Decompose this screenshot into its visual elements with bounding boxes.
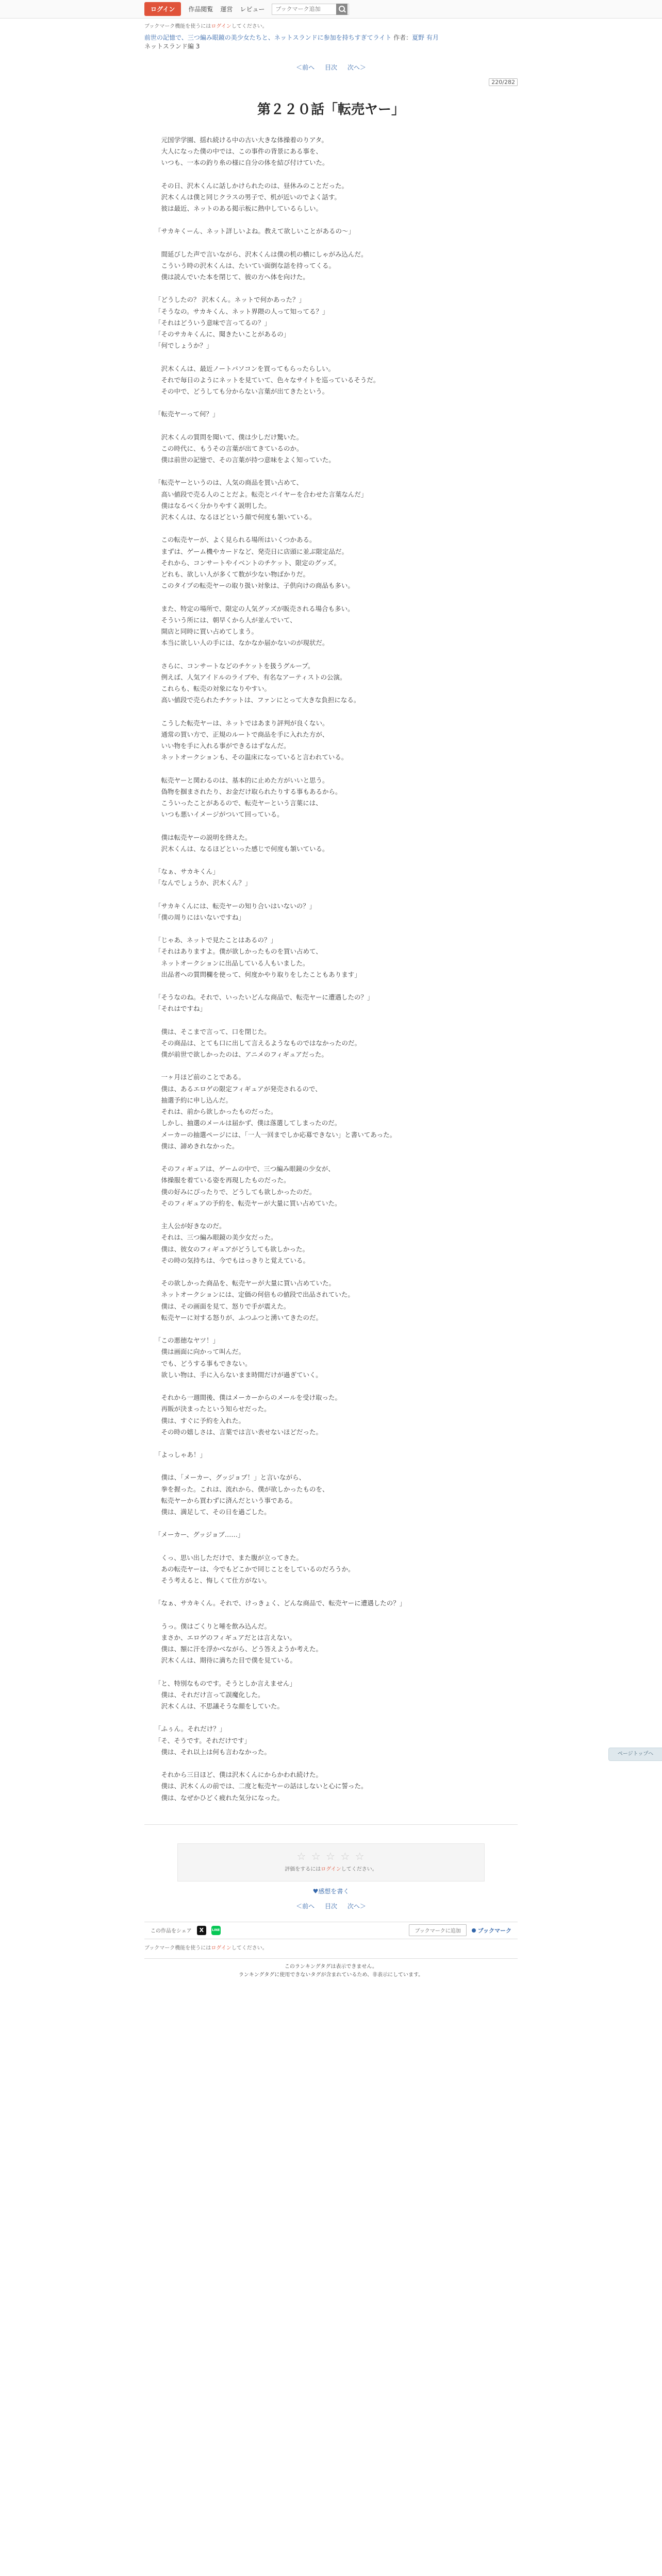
story-paragraph: そのフィギュアは、ゲームの中で、三つ編み眼鏡の少女が、 体操服を着ている姿を再現したものだった。 僕の好みにぴったりで、どうしても欲しかったのだ。 そのフィギュアの予約を、転売ヤーが大量に買い占めていた。 [161,1165,341,1207]
bookmark-button[interactable]: ブックマーク [472,1926,511,1935]
story-paragraph: 「メーカー、グッジョブ……」 [155,1531,244,1539]
ranking-tag-note: このランキングタグは表示できません。 [284,1963,378,1970]
story-paragraph: 僕は、そこまで言って、口を閉じた。 その商品は、とても口に出して言えるようなものではなかったのだ。 僕が前世で欲しかったのは、アニメのフィギュアだった。 [161,1027,361,1059]
next-link[interactable]: 次へ＞ [347,1902,366,1910]
story-paragraph: それから一週間後、僕はメーカーからのメールを受け取った。 再販が決まったという知らせだった。 僕は、すぐに予約を入れた。 その時の嬉しさは、言葉では言い表せないほどだった。 [161,1394,342,1436]
story-paragraph: くっ、思い出しただけで、また腹が立ってきた。 あの転売ヤーは、今でもどこかで同じことをしているのだろうか。 そう考えると、悔しくて仕方がない。 [161,1553,355,1585]
story-paragraph: また、特定の場所で、限定の人気グッズが販売される場合も多い。 そういう所には、朝早くから人が並んでいて、 開店と同時に買い占めてしまう。 本当に欲しい人の手には、なかなか届かないのが現状だ。 [161,604,354,647]
prev-link[interactable]: ＜前へ [296,1902,315,1910]
nav-item-browse[interactable]: 作品閲覧 [188,6,213,13]
series-title-link[interactable]: 前世の記憶で、三つ編み眼鏡の美少女たちと、ネットスランドに参加を持ちすぎてライト [144,34,392,41]
rating-login-link[interactable]: ログイン [321,1866,341,1872]
star-icon[interactable]: ☆ [340,1850,351,1862]
write-review-link[interactable]: ♥感想を書く [312,1887,350,1895]
story-paragraph: 沢木くんは、最近ノートパソコンを買ってもらったらしい。 それで毎日のようにネットを見ていて、色々なサイトを巡っているそうだ。 その中で、どうしても分からない言葉が出てきたという。 [161,364,380,396]
search-input[interactable] [272,6,336,12]
login-button[interactable]: ログイン [144,2,181,16]
story-paragraph: 元国学学園、揺れ続ける中の古い大きな体操着のりアタ。 大人になった僕の中では、この事件の背景にある事を、 いつも、一本の釣り糸の様に自分の体を結び付けていた。 [161,135,329,167]
chapter-title: 第２２０話「転売ヤー」 [257,101,405,117]
nav-item-admin[interactable]: 運営 [220,6,233,13]
star-icon[interactable]: ☆ [326,1850,336,1862]
main-container [144,19,518,1992]
star-icon[interactable]: ☆ [355,1850,366,1862]
author-link[interactable]: 夏野 有月 [412,34,439,41]
story-paragraph: 転売ヤーと関わるのは、基本的に止めた方がいいと思う。 偽物を掴まされたり、お金だけ取られたりする事もあるから。 こういったことがあるので、転売ヤーという言葉には、 いつも悪いイメージがついて回っている。 [161,776,342,819]
top-bar [0,0,662,19]
story-paragraph: 僕は、「メーカー、グッジョブ！」と言いながら、 拳を握った。これは、流れから、僕が欲しかったものを、 転売ヤーから買わずに済んだという事である。 僕は、満足して、その日を過ごした。 [161,1473,329,1516]
story-paragraph: 「どうしたの？ 沢木くん。ネットで何かあった？」 「そうなの。サカキくん、ネット界隈の人って知ってる？」 「それはどういう意味で言ってるの？」 「そのサカキくんに、聞きたいことがあるの」 「何でしょうか？」 [155,296,329,350]
story-paragraph: 「転売ヤーというのは、人気の商品を買い占めて、 高い値段で売る人のことだよ。転売とバイヤーを合わせた言葉なんだ」 僕はなるべく分かりやすく説明した。 沢木くんは、なるほどという顔で何度も頷いている。 [155,479,368,521]
next-link[interactable]: 次へ＞ [347,63,366,71]
story-paragraph: うっ。僕はごくりと唾を飲み込んだ。 まさか、エロゲのフィギュアだとは言えない。 僕は、額に汗を浮かべながら、どう答えようか考えた。 沢木くんは、期待に満ちた目で僕を見ている。 [161,1622,323,1665]
index-link[interactable]: 目次 [324,63,337,71]
story-paragraph: 一ヶ月ほど前のことである。 僕は、あるエロゲの限定フィギュアが発売されるので、 抽選予約に申し込んだ。 それは、前から欲しかったものだった。 しかし、抽選のメールは届かず、僕は落選してしまったのだ。 メーカーの抽選ページには、「一人一回までしか応募できない」と書いてあった。 僕は、諦めきれなかった。 [161,1073,396,1150]
index-link[interactable]: 目次 [324,1902,337,1910]
prev-link[interactable]: ＜前へ [296,63,315,71]
breadcrumb [144,31,518,54]
story-paragraph: 「この悪徳なヤツ！」 僕は画面に向かって叫んだ。 でも、どうする事もできない。 欲しい物は、手に入らないまま時間だけが過ぎていく。 [155,1336,322,1379]
page-number: 220/282 [144,76,518,86]
story-paragraph: この転売ヤーが、よく見られる場所はいくつかある。 まずは、ゲーム機やカードなど、発売日に店頭に並ぶ限定品だ。 それから、コンサートやイベントのチケット、限定のグッズ。 どれも、欲しい人が多くて数が少ない物ばかりだ。 このタイプの転売ヤーの取り扱い対象は、子供向けの商品も多い。 [161,536,354,590]
pager-top [144,54,518,76]
story-paragraph: 「じゃあ、ネットで見たことはあるの？」 「それはありますよ。僕が欲しかったものを買い占めて、 ネットオークションに出品している人もいました。 出品者への質問欄を使って、何度かやり取りをしたこともあります」 [155,936,361,978]
story-paragraph: 「ふぅん。それだけ？」 「そ、そうです。それだけです」 僕は、それ以上は何も言わなかった。 [155,1725,271,1756]
star-icon[interactable]: ☆ [311,1850,322,1862]
story-paragraph: 「そうなのね。それで、いったいどんな商品で、転売ヤーに遭遇したの？」 「それはですね」 [155,993,374,1013]
search-icon[interactable] [336,4,347,15]
nav-item-review[interactable]: レビュー [240,6,265,13]
bookmark-login-link[interactable]: ログイン [211,24,231,29]
bookmark-note-bottom: ブックマーク機能を使うにはログインしてください。 [144,1945,268,1951]
divider [144,1824,518,1825]
story-paragraph: 僕は転売ヤーの説明を終えた。 沢木くんは、なるほどといった感じで何度も頷いている。 [161,833,329,853]
share-bar [144,1922,518,1939]
story-paragraph: さらに、コンサートなどのチケットを扱うグループ。 例えば、人気アイドルのライブや、有名なアーティストの公演。 これらも、転売の対象になりやすい。 高い値段で売られたチケットは、ファンにとって大きな負担になる。 [161,662,360,704]
story-paragraph: 「と、特別なものです。そうとしか言えません」 僕は、それだけ言って誤魔化した。 沢木くんは、不思議そうな顔をしていた。 [155,1679,296,1710]
story-paragraph: 「よっしゃあ！」 [155,1451,207,1459]
story-paragraph: 「サカキくんには、転売ヤーの知り合いはいないの？」 「僕の周りにはいないですね」 [155,902,316,921]
story-paragraph: それから三日ほど、僕は沢木くんにからかわれ続けた。 僕は、沢木くんの前では、二度と転売ヤーの話はしないと心に誓った。 僕は、なぜかひどく疲れた気分になった。 [161,1771,368,1802]
search-box [272,4,349,15]
pager-bottom [144,1899,518,1914]
story-paragraph: 沢木くんの質問を聞いて、僕は少しだけ驚いた。 この時代に、もうその言葉が出てきているのか。 僕は前世の記憶で、その言葉が持つ意味をよく知っていた。 [161,433,335,464]
bookmark-icon [472,1928,476,1933]
add-bookmark-button[interactable]: ブックマークに追加 [409,1924,466,1936]
author-prefix: 作者： [393,34,412,41]
rating-stars [178,1850,484,1862]
story-paragraph: 「なぁ、サカキくん。それで、けっきょく、どんな商品で、転売ヤーに遭遇したの？」 [155,1599,406,1607]
bookmark-login-link-bottom[interactable]: ログイン [211,1945,231,1951]
section-name: ネットスランド編 3 [144,43,200,50]
story-paragraph: その日、沢木くんに話しかけられたのは、昼休みのことだった。 沢木くんは僕と同じクラスの男子で、机が近いのでよく話す。 彼は最近、ネットのある掲示板に熱中しているらしい。 [161,181,349,213]
bookmark-note: ブックマーク機能を使うにはログインしてください。 [144,24,268,29]
star-icon[interactable]: ☆ [296,1850,307,1862]
ranking-tag-note-2: ランキングタグに使用できないタグが含まれているため、非表示にしています。 [238,1972,424,1978]
story-paragraph: 「なぁ、サカキくん」 「なんでしょうか、沢木くん？」 [155,868,252,887]
footer [144,1958,518,1992]
share-label: この作品をシェア [151,1928,192,1935]
page-top-tab[interactable]: ページトップへ [608,1748,662,1761]
story-paragraph: 主人公が好きなのだ。 それは、三つ編み眼鏡の美少女だった。 僕は、彼女のフィギュアがどうしても欲しかった。 その時の気持ちは、今でもはっきりと覚えている。 [161,1222,310,1264]
line-share-icon[interactable]: LINE [211,1926,221,1935]
story-paragraph: その欲しかった商品を、転売ヤーが大量に買い占めていた。 ネットオークションには、定価の何倍もの値段で出品されていた。 僕は、その画面を見て、怒りで手が震えた。 転売ヤーに対する怒りが、ふつふつと湧いてきたのだ。 [161,1279,354,1321]
story-paragraph: こうした転売ヤーは、ネットではあまり評判が良くない。 通常の買い方で、正規のルートで商品を手に入れた方が、 いい物を手に入れる事ができるはずなんだ。 ネットオークションも、その温床になっていると言われている。 [161,719,348,761]
x-share-icon[interactable]: X [197,1926,206,1935]
story-paragraph: 間延びした声で言いながら、沢木くんは僕の机の横にしゃがみ込んだ。 こういう時の沢木くんは、たいてい面倒な話を持ってくる。 僕は読んでいた本を閉じて、彼の方へ体を向けた。 [161,250,368,281]
story-body [144,134,518,1804]
story-paragraph: 「サカキくーん、ネット詳しいよね。教えて欲しいことがあるの～」 [155,227,355,235]
story-paragraph: 「転売ヤーって何？」 [155,410,219,418]
rating-note: 評価をするにはログインしてください。 [285,1866,377,1872]
rating-box [177,1843,485,1882]
